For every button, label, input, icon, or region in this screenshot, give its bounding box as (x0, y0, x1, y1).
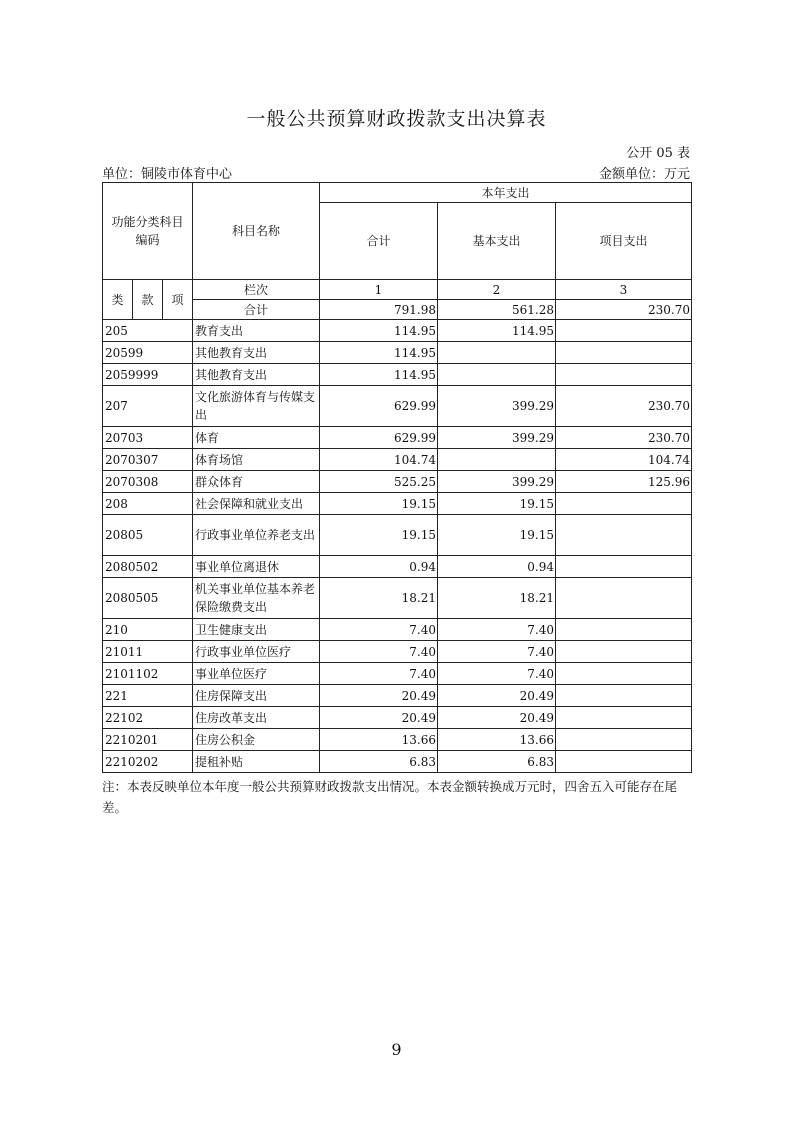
project-amount (556, 707, 692, 729)
basic-amount: 7.40 (438, 641, 556, 663)
total-amount: 114.95 (320, 342, 438, 364)
kuan-header: 款 (133, 280, 163, 320)
subject-code: 22102 (103, 707, 193, 729)
basic-amount: 7.40 (438, 663, 556, 685)
subject-name: 卫生健康支出 (193, 619, 320, 641)
total-amount: 6.83 (320, 751, 438, 773)
basic-amount: 18.21 (438, 578, 556, 619)
basic-amount: 7.40 (438, 619, 556, 641)
table-row (103, 685, 692, 707)
subject-name: 群众体育 (193, 471, 320, 493)
basic-amount: 20.49 (438, 707, 556, 729)
project-header: 项目支出 (556, 203, 692, 280)
sum-total: 791.98 (320, 300, 438, 320)
project-amount (556, 641, 692, 663)
total-amount: 19.15 (320, 493, 438, 515)
document-title: 一般公共预算财政拨款支出决算表 (246, 108, 547, 130)
total-amount: 7.40 (320, 619, 438, 641)
subject-code: 2070308 (103, 471, 193, 493)
table-row (103, 427, 692, 449)
total-amount: 20.49 (320, 707, 438, 729)
total-amount: 20.49 (320, 685, 438, 707)
xiang-header: 项 (163, 280, 193, 320)
column-index-2: 2 (438, 280, 556, 300)
subject-code: 2059999 (103, 364, 193, 386)
subject-name: 住房公积金 (193, 729, 320, 751)
table-row (103, 556, 692, 578)
total-amount: 7.40 (320, 641, 438, 663)
form-number: 公开 05 表 (626, 146, 690, 161)
table-row (103, 578, 692, 619)
table-row (103, 751, 692, 773)
subject-name: 其他教育支出 (193, 342, 320, 364)
project-amount (556, 751, 692, 773)
total-amount: 7.40 (320, 663, 438, 685)
project-amount: 230.70 (556, 386, 692, 427)
project-amount (556, 320, 692, 342)
table-row (103, 386, 692, 427)
table-row (103, 641, 692, 663)
subject-name: 体育 (193, 427, 320, 449)
subject-name: 其他教育支出 (193, 364, 320, 386)
subject-code: 2210202 (103, 751, 193, 773)
total-amount: 13.66 (320, 729, 438, 751)
subject-name: 社会保障和就业支出 (193, 493, 320, 515)
basic-amount: 399.29 (438, 471, 556, 493)
subject-name: 行政事业单位养老支出 (193, 515, 320, 556)
subject-name: 机关事业单位基本养老保险缴费支出 (193, 578, 320, 619)
project-amount (556, 578, 692, 619)
total-amount: 19.15 (320, 515, 438, 556)
sum-project: 230.70 (556, 300, 692, 320)
table-row (103, 729, 692, 751)
unit-label: 单位：铜陵市体育中心 (102, 167, 233, 182)
total-amount: 629.99 (320, 386, 438, 427)
basic-amount: 19.15 (438, 515, 556, 556)
project-amount (556, 556, 692, 578)
page-number: 9 (391, 1040, 402, 1059)
table-row (103, 707, 692, 729)
subject-code: 20805 (103, 515, 193, 556)
total-header: 合计 (320, 203, 438, 280)
subject-code: 2210201 (103, 729, 193, 751)
subject-code: 20703 (103, 427, 193, 449)
subject-code: 210 (103, 619, 193, 641)
project-amount (556, 663, 692, 685)
basic-amount (438, 364, 556, 386)
basic-amount: 0.94 (438, 556, 556, 578)
subject-name: 教育支出 (193, 320, 320, 342)
table-row (103, 663, 692, 685)
table-row (103, 342, 692, 364)
subject-code: 2101102 (103, 663, 193, 685)
basic-header: 基本支出 (438, 203, 556, 280)
column-index-1: 1 (320, 280, 438, 300)
column-index-label: 栏次 (193, 280, 320, 300)
subject-code: 2080505 (103, 578, 193, 619)
project-amount (556, 342, 692, 364)
subject-name: 提租补贴 (193, 751, 320, 773)
subject-code: 221 (103, 685, 193, 707)
basic-amount (438, 342, 556, 364)
project-amount (556, 729, 692, 751)
subject-code: 21011 (103, 641, 193, 663)
project-amount (556, 619, 692, 641)
table-row (103, 320, 692, 342)
table-row (103, 364, 692, 386)
table-row (103, 449, 692, 471)
basic-amount: 114.95 (438, 320, 556, 342)
table-row (103, 515, 692, 556)
table-row (103, 471, 692, 493)
sum-row-label: 合计 (193, 300, 320, 320)
subject-name: 住房保障支出 (193, 685, 320, 707)
subject-name: 事业单位离退休 (193, 556, 320, 578)
project-amount (556, 515, 692, 556)
total-amount: 0.94 (320, 556, 438, 578)
subject-name: 事业单位医疗 (193, 663, 320, 685)
subject-code: 207 (103, 386, 193, 427)
subject-code: 2070307 (103, 449, 193, 471)
column-index-3: 3 (556, 280, 692, 300)
subject-code: 208 (103, 493, 193, 515)
total-amount: 525.25 (320, 471, 438, 493)
subject-name: 行政事业单位医疗 (193, 641, 320, 663)
expenditure-table (102, 182, 692, 773)
project-amount (556, 364, 692, 386)
total-amount: 629.99 (320, 427, 438, 449)
name-header: 科目名称 (193, 183, 320, 280)
total-amount: 18.21 (320, 578, 438, 619)
subject-code: 205 (103, 320, 193, 342)
project-amount (556, 685, 692, 707)
table-row (103, 493, 692, 515)
basic-amount: 20.49 (438, 685, 556, 707)
basic-amount: 6.83 (438, 751, 556, 773)
basic-amount (438, 449, 556, 471)
subject-name: 体育场馆 (193, 449, 320, 471)
footnote: 注：本表反映单位本年度一般公共预算财政拨款支出情况。本表金额转换成万元时，四舍五入可能存在尾差。 (102, 779, 678, 815)
basic-amount: 399.29 (438, 386, 556, 427)
money-unit-label: 金额单位：万元 (598, 167, 690, 182)
subject-code: 2080502 (103, 556, 193, 578)
project-amount (556, 493, 692, 515)
total-amount: 114.95 (320, 320, 438, 342)
code-group-header: 功能分类科目编码 (103, 183, 193, 280)
basic-amount: 13.66 (438, 729, 556, 751)
current-year-header: 本年支出 (320, 183, 692, 203)
subject-name: 文化旅游体育与传媒支出 (193, 386, 320, 427)
total-amount: 104.74 (320, 449, 438, 471)
table-row (103, 619, 692, 641)
basic-amount: 19.15 (438, 493, 556, 515)
lei-header: 类 (103, 280, 133, 320)
sum-basic: 561.28 (438, 300, 556, 320)
total-amount: 114.95 (320, 364, 438, 386)
project-amount: 125.96 (556, 471, 692, 493)
subject-code: 20599 (103, 342, 193, 364)
basic-amount: 399.29 (438, 427, 556, 449)
subject-name: 住房改革支出 (193, 707, 320, 729)
project-amount: 230.70 (556, 427, 692, 449)
project-amount: 104.74 (556, 449, 692, 471)
